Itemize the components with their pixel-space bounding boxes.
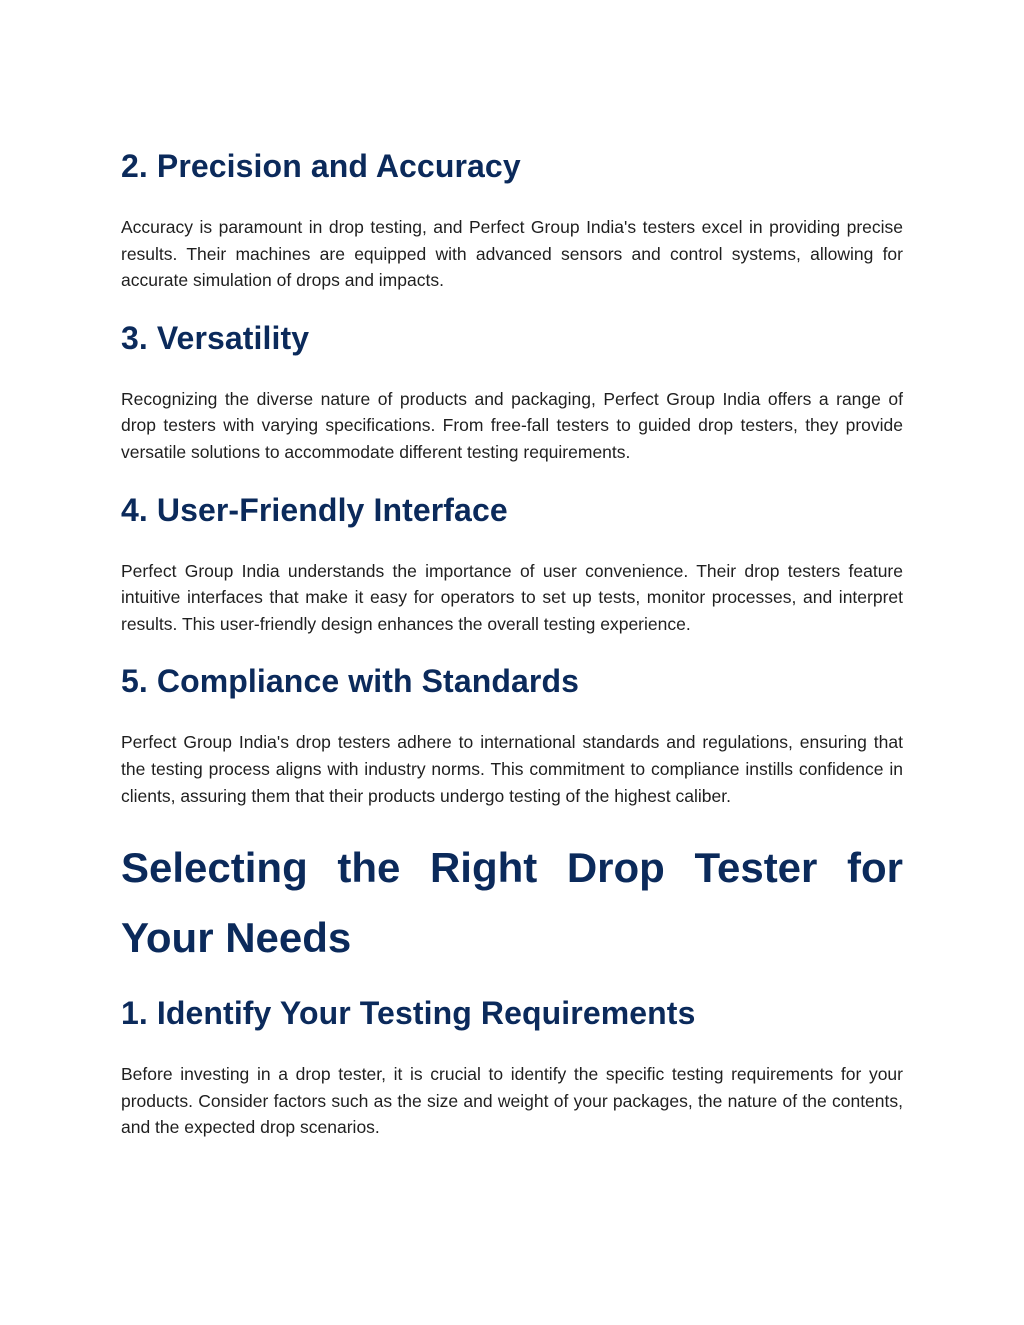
subsection-heading-requirements: 1. Identify Your Testing Requirements xyxy=(121,995,696,1032)
section-body-interface: Perfect Group India understands the importance of user convenience. Their drop testers feature intuitive interfaces that make it easy for operators to set up tests, monitor processes, and interpret results. This user-friendly design enhances the overall testing experience. xyxy=(121,560,903,634)
section-heading-versatility: 3. Versatility xyxy=(121,319,310,356)
section-body-precision: Accuracy is paramount in drop testing, and Perfect Group India's testers excel in providing precise results. Their machines are equipped with advanced sensors and control systems, allowing for accurate simulation of drops and impacts. xyxy=(121,217,903,291)
section-heading-precision: 2. Precision and Accuracy xyxy=(121,148,521,184)
section-body-compliance: Perfect Group India's drop testers adhere to international standards and regulations, ensuring that the testing process aligns with industry norms. This commitment to compliance instills confidence in clients, assuring them that their products undergo testing of the highest caliber. xyxy=(121,732,903,806)
section-heading-interface: 4. User-Friendly Interface xyxy=(121,491,508,528)
subsection-body-requirements: Before investing in a drop tester, it is crucial to identify the specific testing requirements for your products. Consider factors such as the size and weight of your packages, the nature of the contents, and the expected drop scenarios. xyxy=(121,1064,903,1138)
major-heading: Selecting the Right Drop Tester for Your Needs xyxy=(121,844,903,962)
section-heading-compliance: 5. Compliance with Standards xyxy=(121,663,580,700)
document-page xyxy=(121,142,903,1141)
section-body-versatility: Recognizing the diverse nature of products and packaging, Perfect Group India offers a range of drop testers with varying specifications. From free-fall testers to guided drop testers, they provide versatile solutions to accommodate different testing requirements. xyxy=(121,388,903,462)
